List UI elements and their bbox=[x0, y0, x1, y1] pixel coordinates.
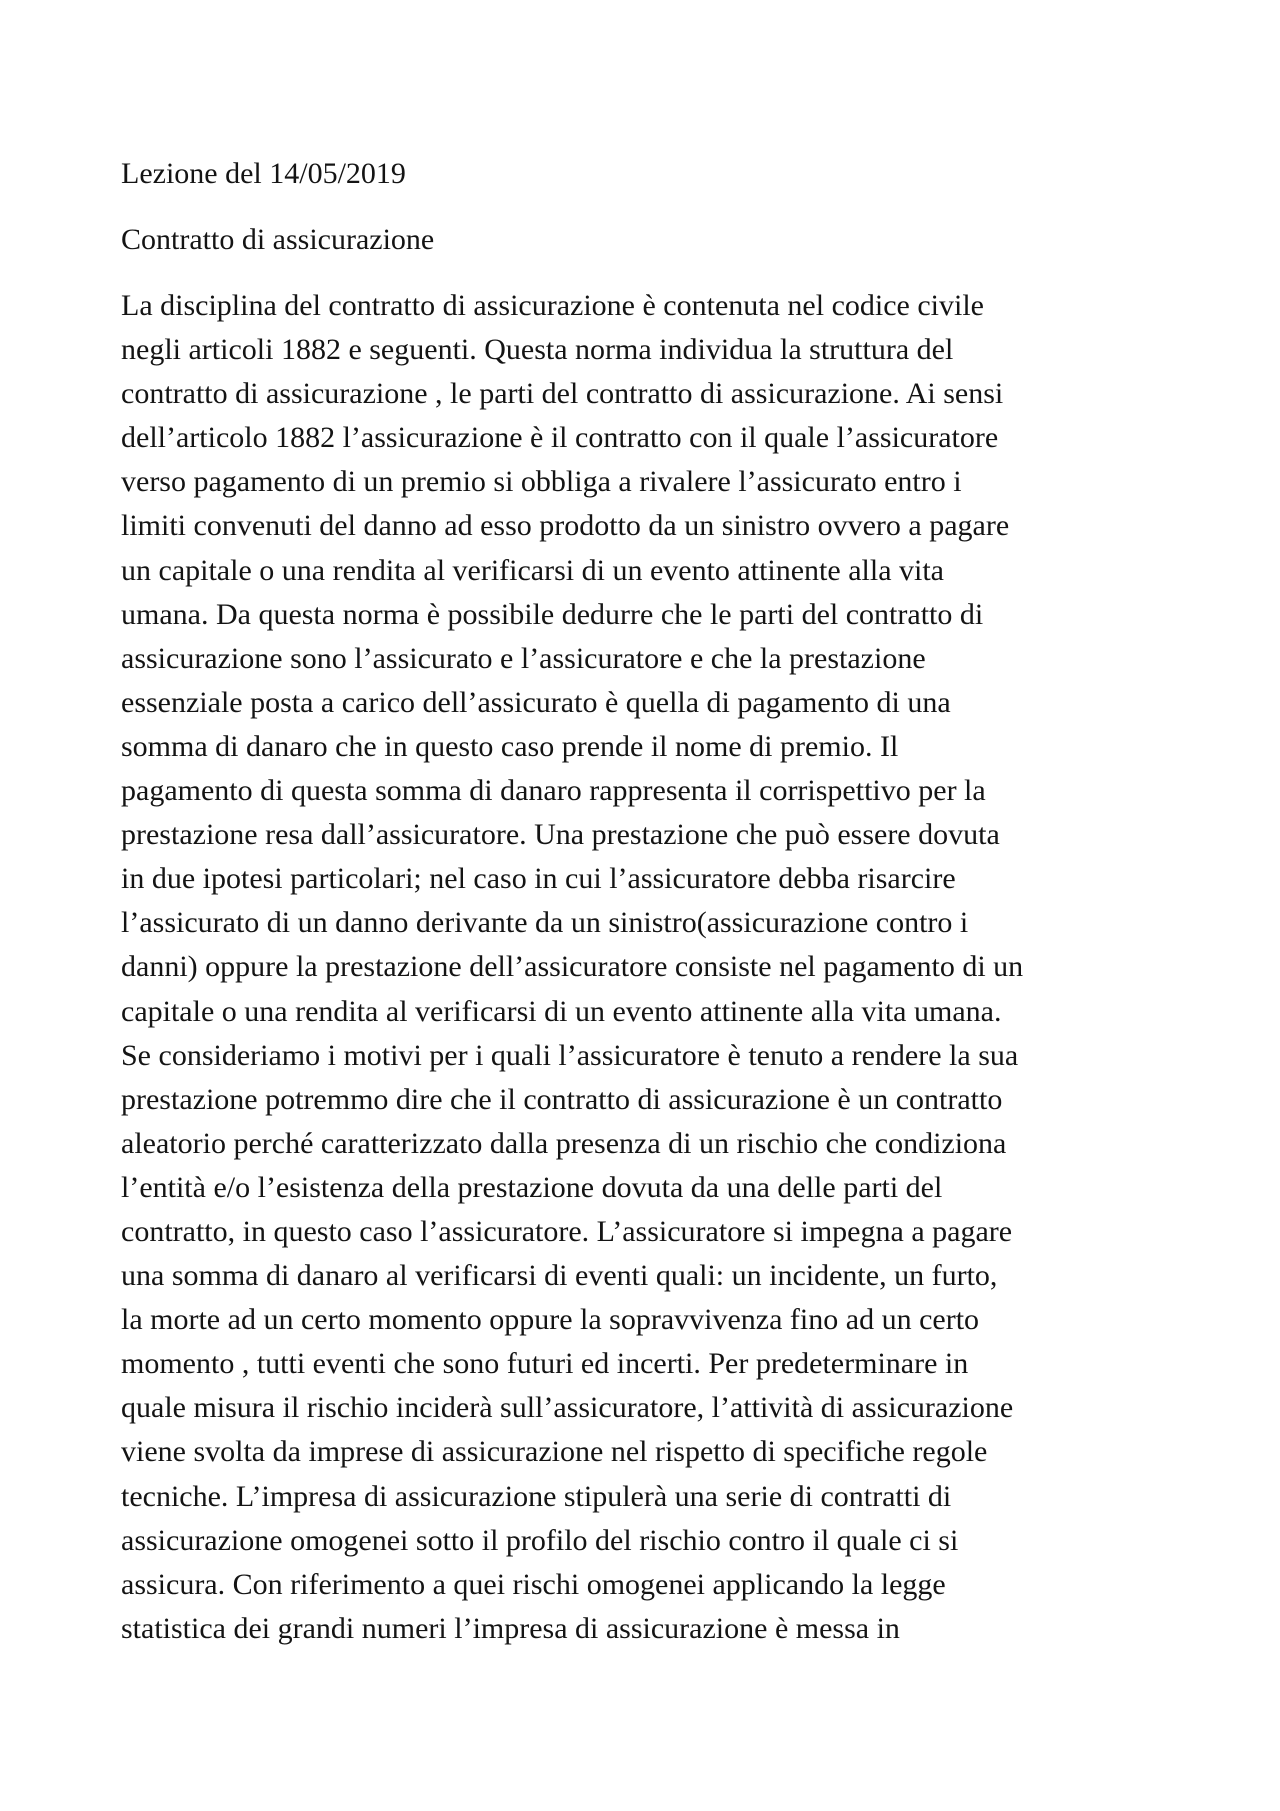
text-line: l’entità e/o l’esistenza della prestazione dovuta da una delle parti del bbox=[121, 1170, 943, 1204]
text-line: dell’articolo 1882 l’assicurazione è il contratto con il quale l’assicuratore bbox=[121, 421, 999, 455]
text-line: verso pagamento di un premio si obbliga a rivalere l’assicurato entro i bbox=[121, 465, 962, 499]
text-line: la morte ad un certo momento oppure la sopravvivenza fino ad un certo bbox=[121, 1303, 980, 1337]
text-line: prestazione potremmo dire che il contratto di assicurazione è un contratto bbox=[121, 1082, 1003, 1116]
text-line: limiti convenuti del danno ad esso prodotto da un sinistro ovvero a pagare bbox=[121, 509, 1010, 543]
text-line: l’assicurato di un danno derivante da un sinistro(assicurazione contro i bbox=[121, 906, 969, 940]
text-line: Se consideriamo i motivi per i quali l’assicuratore è tenuto a rendere la sua bbox=[121, 1038, 1019, 1072]
text-line: La disciplina del contratto di assicurazione è contenuta nel codice civile bbox=[121, 289, 984, 322]
text-line: negli articoli 1882 e seguenti. Questa norma individua la struttura del bbox=[121, 333, 954, 367]
text-line: momento , tutti eventi che sono futuri ed incerti. Per predeterminare in bbox=[121, 1347, 969, 1381]
text-line: essenziale posta a carico dell’assicurato è quella di pagamento di una bbox=[121, 685, 951, 719]
text-line: contratto, in questo caso l’assicuratore. L’assicuratore si impegna a pagare bbox=[121, 1214, 1013, 1248]
text-line: quale misura il rischio inciderà sull’assicuratore, l’attività di assicurazione bbox=[121, 1391, 1014, 1425]
text-line: capitale o una rendita al verificarsi di un evento attinente alla vita umana. bbox=[121, 994, 1002, 1028]
text-line: pagamento di questa somma di danaro rappresenta il corrispettivo per la bbox=[121, 774, 986, 808]
lesson-title: Lezione del 14/05/2019 bbox=[121, 157, 406, 190]
text-line: assicura. Con riferimento a quei rischi omogenei applicando la legge bbox=[121, 1567, 946, 1601]
document-subject: Contratto di assicurazione bbox=[121, 223, 435, 256]
text-line: un capitale o una rendita al verificarsi di un evento attinente alla vita bbox=[121, 553, 944, 587]
text-line: statistica dei grandi numeri l’impresa di assicurazione è messa in bbox=[121, 1611, 900, 1645]
text-line: somma di danaro che in questo caso prende il nome di premio. Il bbox=[121, 729, 899, 763]
text-line: aleatorio perché caratterizzato dalla presenza di un rischio che condiziona bbox=[121, 1126, 1007, 1160]
text-line: prestazione resa dall’assicuratore. Una prestazione che può essere dovuta bbox=[121, 818, 1000, 852]
text-line: in due ipotesi particolari; nel caso in cui l’assicuratore debba risarcire bbox=[121, 862, 956, 896]
text-line: viene svolta da imprese di assicurazione nel rispetto di specifiche regole bbox=[121, 1435, 988, 1469]
text-line: assicurazione omogenei sotto il profilo del rischio contro il quale ci si bbox=[121, 1523, 959, 1557]
text-line: danni) oppure la prestazione dell’assicuratore consiste nel pagamento di un bbox=[121, 950, 1024, 984]
text-line: contratto di assicurazione , le parti del contratto di assicurazione. Ai sensi bbox=[121, 377, 1004, 411]
document-content bbox=[121, 152, 1181, 1651]
body-paragraph bbox=[121, 284, 1181, 1651]
text-line: una somma di danaro al verificarsi di eventi quali: un incidente, un furto, bbox=[121, 1259, 998, 1293]
text-line: assicurazione sono l’assicurato e l’assicuratore e che la prestazione bbox=[121, 641, 926, 675]
text-line: umana. Da questa norma è possibile dedurre che le parti del contratto di bbox=[121, 597, 984, 631]
text-line: tecniche. L’impresa di assicurazione stipulerà una serie di contratti di bbox=[121, 1479, 952, 1513]
